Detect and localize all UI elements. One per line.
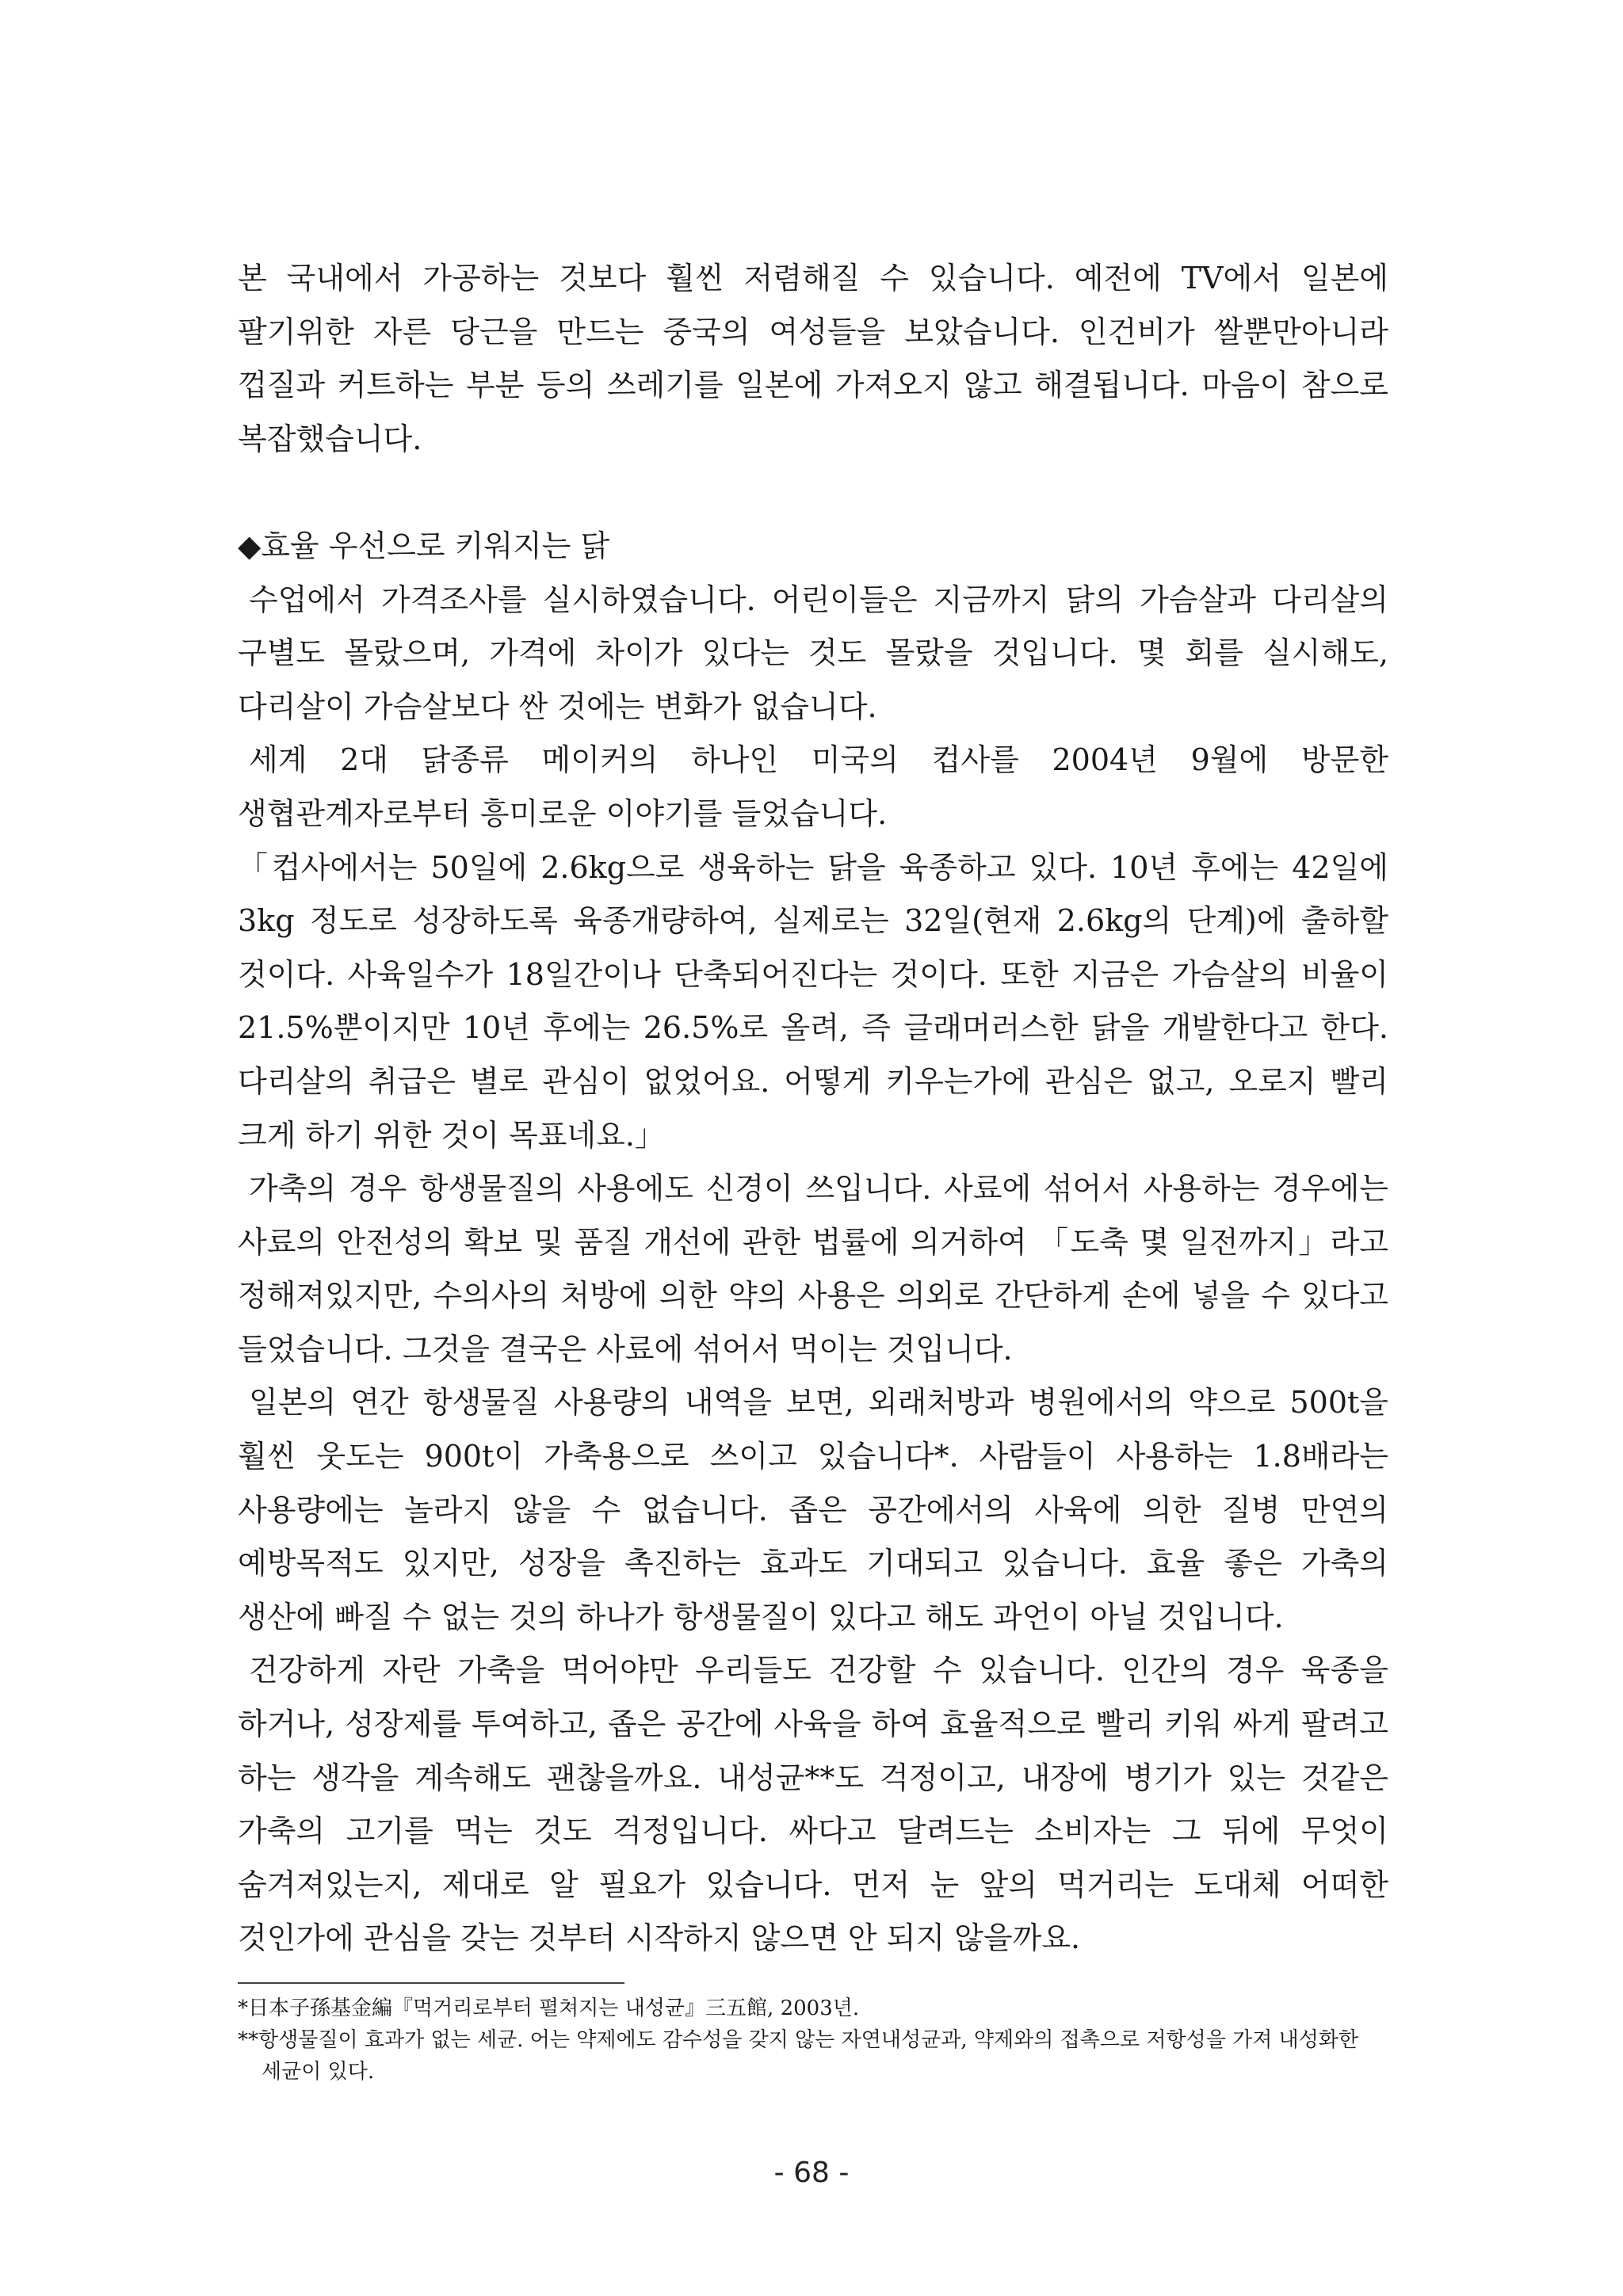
intro-paragraph: 본 국내에서 가공하는 것보다 훨씬 저렴해질 수 있습니다. 예전에 TV에서 일본에 팔기위한 자른 당근을 만드는 중국의 여성들을 보았습니다. 인건비가 쌀뿐만아니라 껍질과 커트하는 부분 등의 쓰레기를 일본에 가져오지 않고 해결됩니다. 마음이 참으로 복잡했습니다. (238, 261, 1388, 456)
page-number: - 68 - (773, 2157, 850, 2189)
body-paragraph: 건강하게 자란 가축을 먹어야만 우리들도 건강할 수 있습니다. 인간의 경우 육종을 하거나, 성장제를 투여하고, 좁은 공간에 사육을 하여 효율적으로 빨리 키워 싸게 팔려고 하는 생각을 계속해도 괜찮을까요. 내성균**도 걱정이고, 내장에 병기가 있는 것같은 가축의 고기를 먹는 것도 걱정입니다. 싸다고 달려드는 소비자는 그 뒤에 무엇이 숨겨져있는지, 제대로 알 필요가 있습니다. 먼저 눈 앞의 먹거리는 도대체 어떠한 것인가에 관심을 갖는 것부터 시작하지 않으면 안 되지 않을까요. (238, 1653, 1388, 1956)
document-body (238, 252, 1388, 1966)
body-paragraph: 수업에서 가격조사를 실시하였습니다. 어린이들은 지금까지 닭의 가슴살과 다리살의 구별도 몰랐으며, 가격에 차이가 있다는 것도 몰랐을 것입니다. 몇 회를 실시해도, 다리살이 가슴살보다 싼 것에는 변화가 없습니다. (238, 582, 1388, 724)
body-paragraph: 일본의 연간 항생물질 사용량의 내역을 보면, 외래처방과 병원에서의 약으로 500t을 훨씬 웃도는 900t이 가축용으로 쓰이고 있습니다*. 사람들이 사용하는 1.8배라는 사용량에는 놀라지 않을 수 없습니다. 좁은 공간에서의 사육에 의한 질병 만연의 예방목적도 있지만, 성장을 촉진하는 효과도 기대되고 있습니다. 효율 좋은 가축의 생산에 빠질 수 없는 것의 하나가 항생물질이 있다고 해도 과언이 아닐 것입니다. (238, 1385, 1388, 1634)
section-heading: ◆효율 우선으로 키워지는 닭 (238, 528, 610, 563)
footnote-divider (238, 1982, 624, 1984)
body-paragraph: 가축의 경우 항생물질의 사용에도 신경이 쓰입니다. 사료에 섞어서 사용하는 경우에는 사료의 안전성의 확보 및 품질 개선에 관한 법률에 의거하여 「도축 몇 일전까지」라고 정해져있지만, 수의사의 처방에 의한 약의 사용은 의외로 간단하게 손에 넣을 수 있다고 들었습니다. 그것을 결국은 사료에 섞어서 먹이는 것입니다. (238, 1171, 1388, 1367)
quote-paragraph: 「컵사에서는 50일에 2.6kg으로 생육하는 닭을 육종하고 있다. 10년 후에는 42일에 3kg 정도로 성장하도록 육종개량하여, 실제로는 32일(현재 2.6kg의 단계)에 출하할 것이다. 사육일수가 18일간이나 단축되어진다는 것이다. 또한 지금은 가슴살의 비율이 21.5%뿐이지만 10년 후에는 26.5%로 올려, 즉 글래머러스한 닭을 개발한다고 한다. 다리살의 취급은 별로 관심이 없었어요. 어떻게 키우는가에 관심은 없고, 오로지 빨리 크게 하기 위한 것이 목표네요.」 (238, 849, 1388, 1153)
paragraph-gap (238, 466, 1388, 520)
body-paragraph: 세계 2대 닭종류 메이커의 하나인 미국의 컵사를 2004년 9월에 방문한 생협관계자로부터 흥미로운 이야기를 들었습니다. (238, 742, 1388, 831)
footnotes (238, 1993, 1388, 2088)
footnote-item: *日本子孫基金編『먹거리로부터 펼쳐지는 내성균』三五館, 2003년. (238, 1997, 860, 2020)
footnote-item: **항생물질이 효과가 없는 세균. 어는 약제에도 감수성을 갖지 않는 자연내성균과, 약제와의 접촉으로 저항성을 가져 내성화한 세균이 있다. (238, 2028, 1359, 2084)
